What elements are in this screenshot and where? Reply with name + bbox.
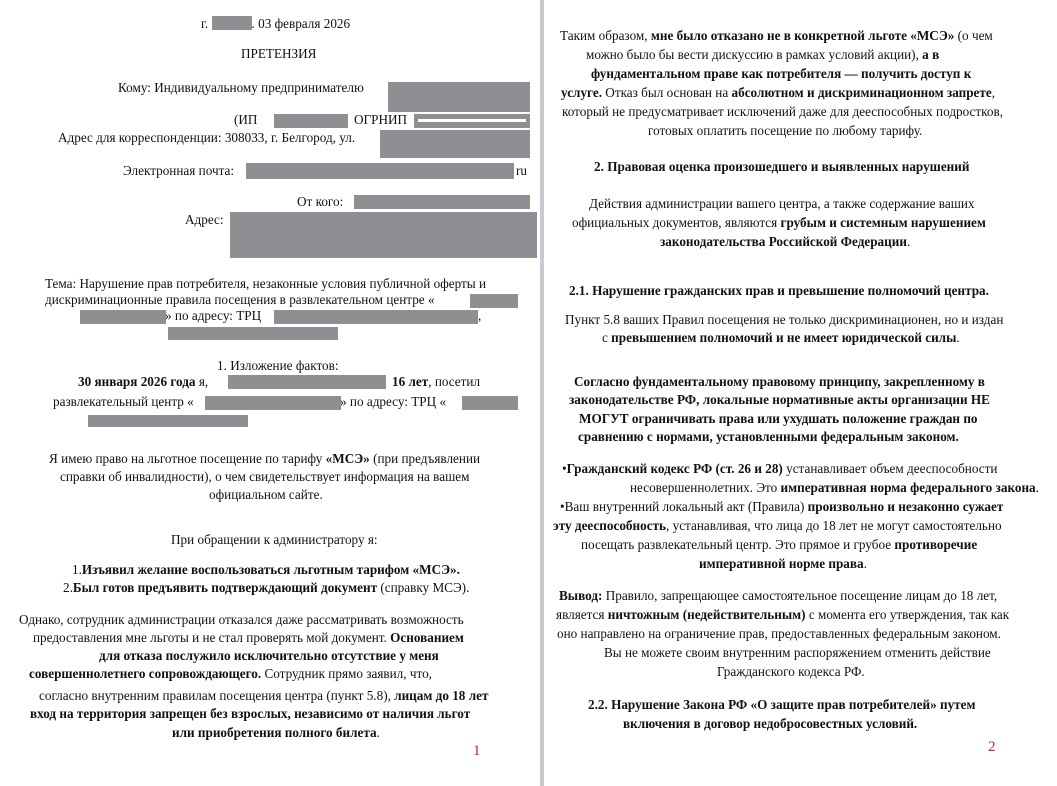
ip-prefix: (ИП [234, 112, 258, 127]
facts-line-2-mid: » по адресу: ТРЦ « [340, 394, 447, 409]
refusal-line-7: или приобретения полного билета. [172, 725, 380, 740]
principle-line-1: Согласно фундаментальному правовому принципу, закрепленному в [574, 374, 985, 389]
subject-line-3: » по адресу: ТРЦ [165, 308, 262, 323]
redacted-block [470, 294, 518, 308]
page-number: 1 [473, 743, 481, 759]
bullet-2-line-1: •Ваш внутренний локальный акт (Правила) произвольно и незаконно сужает [560, 499, 1004, 514]
redacted-block [212, 16, 252, 30]
intro-line-4: услуге. Отказ был основан на абсолютном и дискриминационном запрете, [561, 85, 996, 100]
bullet-2-line-4: императивной норме права. [699, 556, 867, 571]
redacted-block [274, 310, 478, 324]
bullet-2-line-2: эту дееспособность, устанавливая, что лица до 18 лет не могут самостоятельно [553, 518, 1002, 533]
section-2-2-heading-line-1: 2.2. Нарушение Закона РФ «О защите прав потребителей» путем [588, 697, 976, 712]
redacted-block [205, 396, 341, 410]
rights-line-2: справки об инвалидности), о чем свидетельствует информация на вашем [60, 469, 470, 484]
addressee-line: Кому: Индивидуальному предпринимателю [118, 80, 364, 95]
admin-heading: При обращении к администратору я: [171, 532, 378, 547]
bullet-2-line-3: посещать развлекательный центр. Это прямое и грубое противоречие [581, 537, 978, 552]
conclusion-line-5: Гражданского кодекса РФ. [717, 664, 865, 679]
principle-line-2: законодательстве РФ, локальные нормативные акты организации НЕ [569, 392, 990, 407]
subject-comma: , [478, 308, 482, 323]
subject-line-1: Тема: Нарушение прав потребителя, незаконные условия публичной оферты и [45, 276, 487, 291]
redacted-block [274, 114, 348, 128]
document-page-2 [544, 0, 1057, 786]
conclusion-line-2: является ничтожным (недействительным) с момента его утверждения, так как [556, 607, 1010, 622]
email-label: Электронная почта: [123, 163, 235, 178]
redaction-gap [418, 119, 526, 122]
subject-line-2: дискриминационные правила посещения в развлекательном центре « [45, 292, 435, 307]
facts-line-2: развлекательный центр « [53, 394, 194, 409]
principle-line-4: сравнению с нормами, установленными федеральным законом. [578, 429, 959, 444]
facts-line-1-end: 16 лет, посетил [392, 374, 481, 389]
ogrnip-label: ОГРНИП [354, 112, 408, 127]
refusal-line-1: Однако, сотрудник администрации отказался даже рассматривать возможность [19, 612, 464, 627]
redacted-block [246, 163, 514, 179]
from-label: От кого: [297, 194, 344, 209]
intro-line-3: фундаментальном праве как потребителя — получить доступ к [591, 66, 972, 81]
section-2-1-line-2: с превышением полномочий и не имеет юридической силы. [602, 330, 960, 345]
refusal-line-3: для отказа послужило исключительно отсутствие у меня [99, 648, 439, 663]
redacted-block [88, 415, 248, 427]
rights-line-1: Я имею право на льготное посещение по тарифу «МСЭ» (при предъявлении [49, 451, 481, 466]
redacted-block [80, 310, 166, 324]
email-suffix: ru [516, 163, 527, 178]
intro-line-1: Таким образом, мне было отказано не в конкретной льготе «МСЭ» (о чем [560, 28, 993, 43]
correspondence-address: Адрес для корреспонденции: 308033, г. Белгород, ул. [58, 130, 356, 145]
intro-line-6: готовых оплатить посещение по любому тарифу. [648, 123, 923, 138]
redacted-block [388, 82, 530, 112]
rights-line-3: официальном сайте. [209, 487, 323, 502]
conclusion-line-1: Вывод: Правило, запрещающее самостоятельное посещение лицам до 18 лет, [559, 588, 998, 603]
section-2-heading: 2. Правовая оценка произошедшего и выявленных нарушений [594, 159, 970, 174]
intro-line-5: который не предусматривает исключений даже для дееспособных подростков, [562, 104, 1004, 119]
refusal-line-5: согласно внутренним правилам посещения центра (пункт 5.8), лицам до 18 лет [39, 688, 489, 703]
page-number: 2 [988, 739, 996, 755]
section-2-line-3: законодательства Российской Федерации. [660, 234, 911, 249]
section-2-1-line-1: Пункт 5.8 ваших Правил посещения не только дискриминационен, но и издан [565, 312, 1004, 327]
section-2-2-heading-line-2: включения в договор недобросовестных условий. [623, 716, 918, 731]
redacted-block [380, 130, 530, 158]
sender-address-label: Адрес: [185, 212, 224, 227]
header-city-date: г. . 03 февраля 2026 [201, 16, 351, 31]
refusal-line-4: совершеннолетнего сопровождающего. Сотрудник прямо заявил, что, [29, 666, 432, 681]
refusal-line-6: вход на территория запрещен без взрослых, независимо от наличия льгот [30, 706, 471, 721]
redacted-block [168, 327, 338, 340]
refusal-line-2: предоставления мне льготы и не стал проверять мой документ. Основанием [33, 630, 464, 645]
intro-line-2: можно было бы вести дискуссию в рамках условий акции), а в [586, 47, 940, 62]
facts-heading: 1. Изложение фактов: [217, 358, 339, 373]
conclusion-line-4: Вы не можете своим внутренним распоряжением отменить действие [604, 645, 991, 660]
bullet-1-line-1: •Гражданский кодекс РФ (ст. 26 и 28) устанавливает объем дееспособности [562, 461, 998, 476]
conclusion-line-3: оно направлено на ограничение прав, предоставленных федеральным законом. [557, 626, 1001, 641]
list-item-2: 2.Был готов предъявить подтверждающий документ (справку МСЭ). [63, 580, 470, 595]
redacted-block [228, 375, 386, 389]
section-2-line-2: официальных документов, являются грубым и системным нарушением [572, 215, 986, 230]
bullet-1-line-2: несовершеннолетних. Это императивная норма федерального закона. [630, 480, 1039, 495]
redacted-block [354, 195, 530, 209]
redacted-block [462, 396, 518, 410]
list-item-1: 1.Изъявил желание воспользоваться льготным тарифом «МСЭ». [72, 562, 460, 577]
principle-line-3: МОГУТ ограничивать права или ухудшать положение граждан по [579, 411, 978, 426]
section-2-line-1: Действия администрации вашего центра, а также содержание ваших [589, 196, 975, 211]
facts-line-1: 30 января 2026 года я, [78, 374, 209, 389]
section-2-1-heading: 2.1. Нарушение гражданских прав и превышение полномочий центра. [569, 283, 989, 298]
redacted-block [230, 212, 537, 258]
document-title: ПРЕТЕНЗИЯ [241, 46, 317, 61]
